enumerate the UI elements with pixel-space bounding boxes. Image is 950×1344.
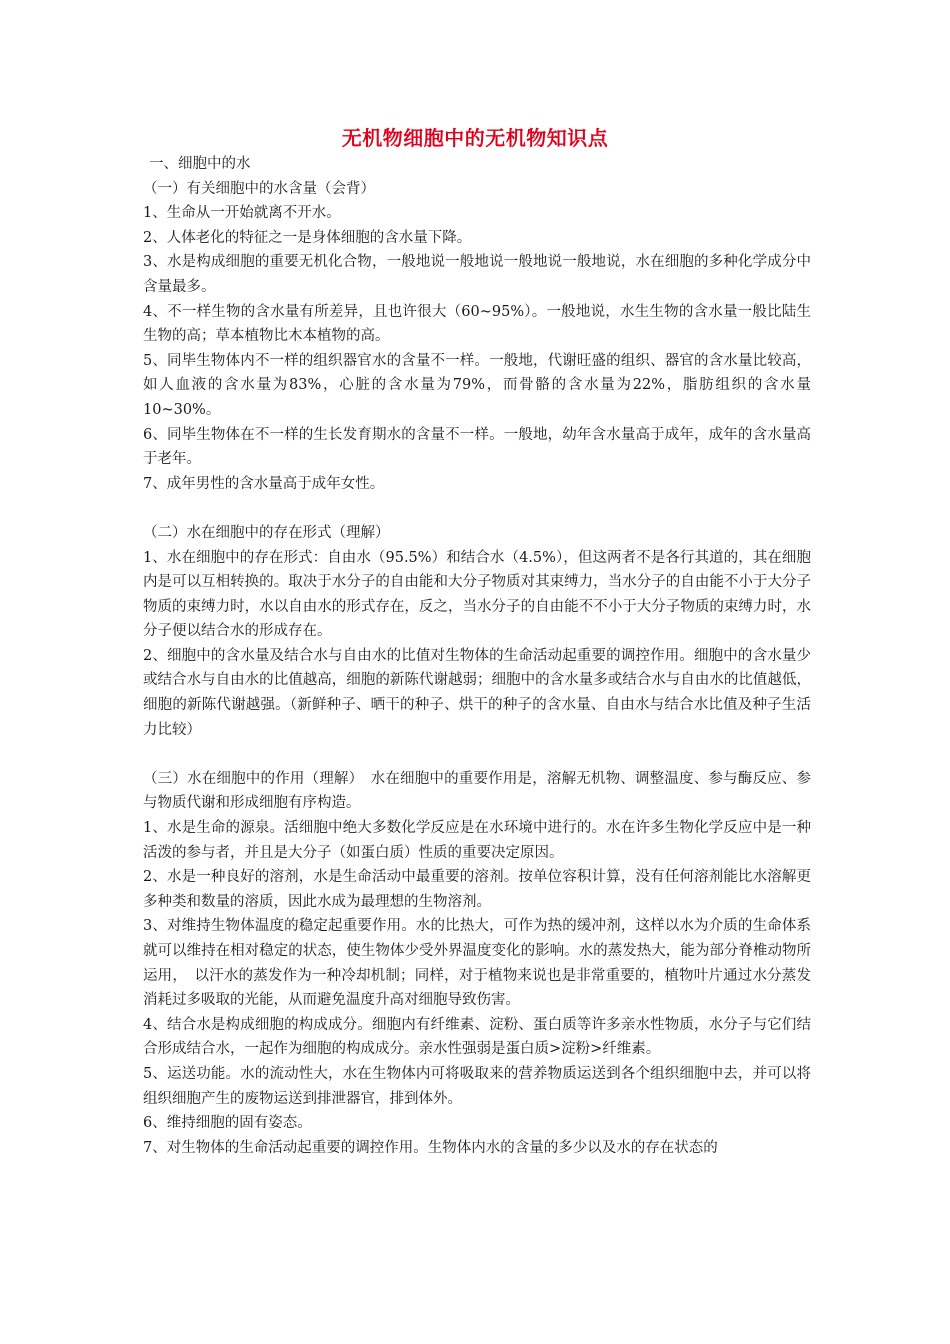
document-title: 无机物细胞中的无机物知识点 [341, 126, 609, 150]
paragraph: 4、结合水是构成细胞的构成成分。细胞内有纤维素、淀粉、蛋白质等许多亲水性物质，水分子与它们结合形成结合水，一起作为细胞的构成成分。亲水性强弱是蛋白质>淀粉>纤维素。 [143, 1016, 811, 1058]
blank-line [143, 496, 811, 521]
paragraph: 2、人体老化的特征之一是身体细胞的含水量下降。 [143, 229, 472, 246]
heading-section-1: 一、细胞中的水 [149, 156, 251, 172]
paragraph: 6、同毕生物体在不一样的生长发育期水的含量不一样。一般地，幼年含水量高于成年，成年的含水量高于老年。 [143, 426, 811, 468]
paragraph: 6、维持细胞的固有姿态。 [143, 1115, 312, 1132]
paragraph: 1、水是生命的源泉。活细胞中绝大多数化学反应是在水环境中进行的。水在许多生物化学反应中是一种活泼的参与者，并且是大分子（如蛋白质）性质的重要决定原因。 [143, 820, 811, 861]
paragraph: 5、运送功能。水的流动性大，水在生物体内可将吸取来的营养物质运送到各个组织细胞中去，并可以将组织细胞产生的废物运送到排泄器官，排到体外。 [143, 1065, 811, 1107]
subheading-3: （三）水在细胞中的作用（理解） 水在细胞中的重要作用是，溶解无机物、调整温度、参与酶反应、参与物质代谢和形成细胞有序构造。 [143, 770, 811, 812]
paragraph: 1、生命从一开始就离不开水。 [143, 205, 341, 222]
paragraph: 3、水是构成细胞的重要无机化合物，一般地说一般地说一般地说一般地说，水在细胞的多种化学成分中含量最多。 [143, 254, 811, 295]
paragraph: 2、细胞中的含水量及结合水与自由水的比值对生物体的生命活动起重要的调控作用。细胞中的含水量少或结合水与自由水的比值越高，细胞的新陈代谢越弱；细胞中的含水量多或结合水与自由水的比值越低，细胞的新陈代谢越强。（新鲜种子、晒干的种子、烘干的种子的含水量、自由水与结合水比值及种子生活力比较） [143, 647, 811, 738]
paragraph: 7、成年男性的含水量高于成年女性。 [143, 475, 385, 492]
paragraph: 2、水是一种良好的溶剂，水是生命活动中最重要的溶剂。按单位容积计算，没有任何溶剂能比水溶解更多种类和数量的溶质，因此水成为最理想的生物溶剂。 [143, 869, 811, 910]
paragraph: 3、对维持生物体温度的稳定起重要作用。水的比热大，可作为热的缓冲剂，这样以水为介质的生命体系就可以维持在相对稳定的状态，使生物体少受外界温度变化的影响。水的蒸发热大，能为部分脊椎动物所运用， 以汗水的蒸发作为一种冷却机制；同样，对于植物来说也是非常重要的，植物叶片通过水分蒸发消耗过多吸取的光能，从而避免温度升高对细胞导致伤害。 [143, 918, 811, 1009]
paragraph: 5、同毕生物体内不一样的组织器官水的含量不一样。一般地，代谢旺盛的组织、器官的含水量比较高，如人血液的含水量为83%，心脏的含水量为79%，而骨骼的含水量为22%，脂肪组织的含水量10~30%。 [143, 352, 811, 418]
paragraph: 7、对生物体的生命活动起重要的调控作用。生物体内水的含量的多少以及水的存在状态的 [143, 1139, 718, 1156]
subheading-1: （一）有关细胞中的水含量（会背） [143, 180, 375, 197]
blank-line [143, 742, 811, 767]
paragraph: 1、水在细胞中的存在形式：自由水（95.5%）和结合水（4.5%），但这两者不是各行其道的，其在细胞内是可以互相转换的。取决于水分子的自由能和大分子物质对其束缚力，当水分子的自由能不小于大分子物质的束缚力时，水以自由水的形式存在，反之，当水分子的自由能不不小于大分子物质的束缚力时，水分子便以结合水的形成存在。 [143, 549, 811, 640]
paragraph: 4、不一样生物的含水量有所差异，且也许很大（60~95%）。一般地说，水生生物的含水量一般比陆生生物的高；草本植物比木本植物的高。 [143, 303, 811, 345]
subheading-2: （二）水在细胞中的存在形式（理解） [143, 524, 390, 541]
document-body [143, 152, 811, 1160]
